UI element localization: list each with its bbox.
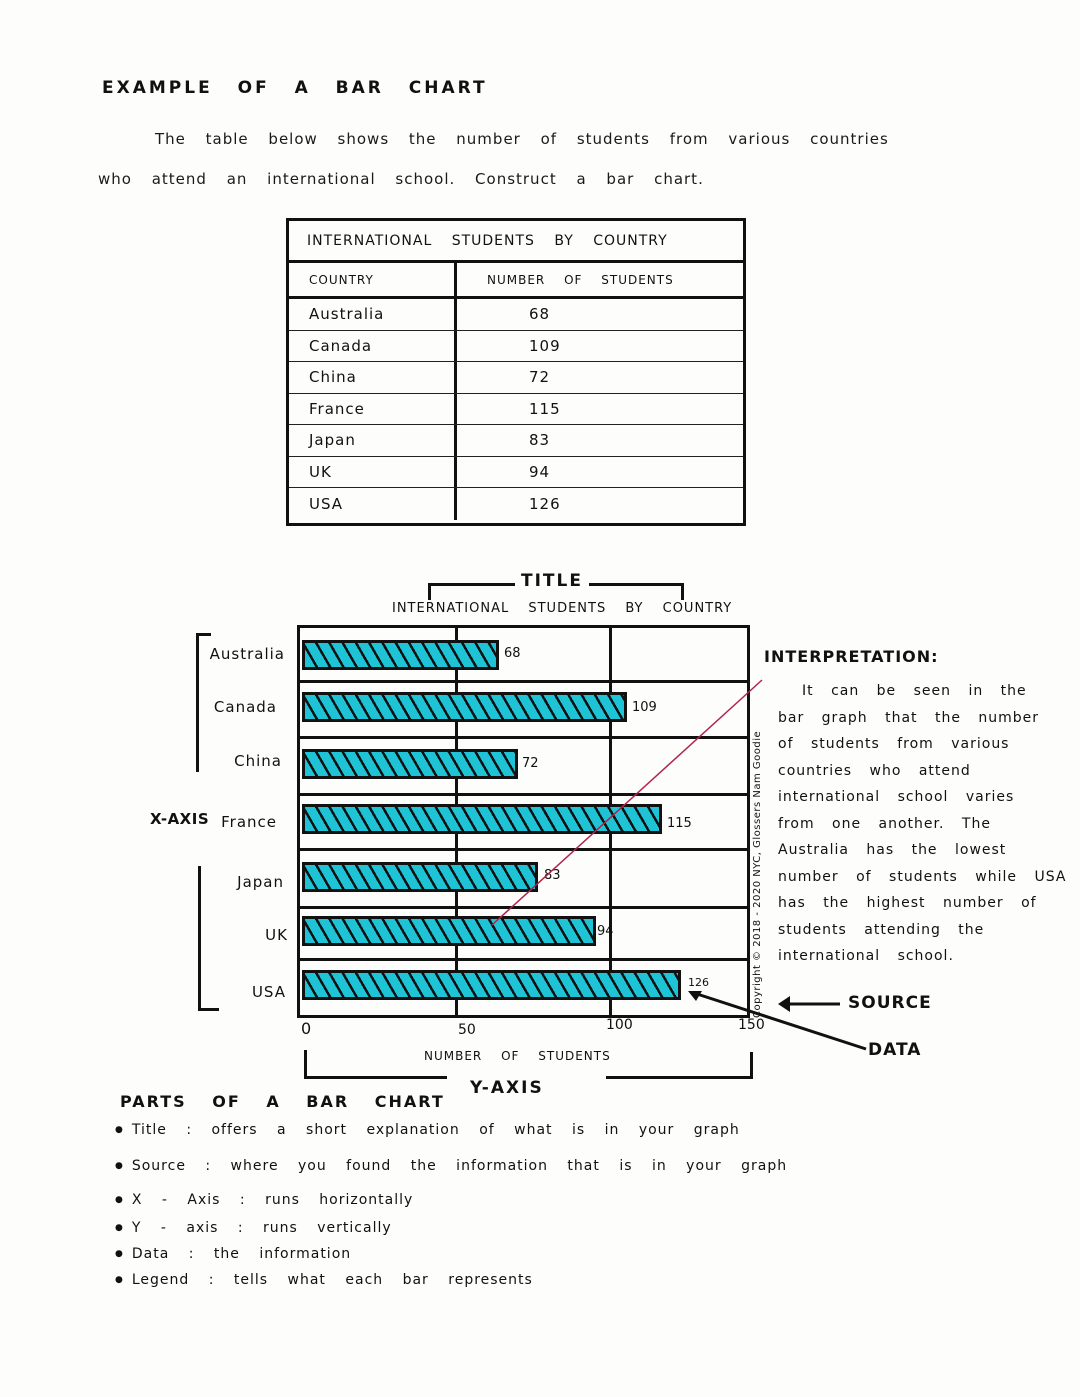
- data-label: 68: [504, 646, 521, 661]
- category-label: China: [234, 752, 282, 770]
- cell-country: USA: [289, 488, 457, 520]
- cell-country: China: [289, 362, 457, 393]
- bar-usa: [302, 970, 681, 1000]
- title-marker: TITLE: [515, 571, 589, 591]
- list-item: ● Data : the information: [115, 1246, 787, 1262]
- x-axis-title: NUMBER OF STUDENTS: [424, 1049, 611, 1063]
- category-label: Australia: [209, 645, 285, 663]
- x-axis-bracket-bottom: [198, 866, 219, 1011]
- page-heading: EXAMPLE OF A BAR CHART: [102, 78, 488, 98]
- list-item: ● Source : where you found the information that is in your graph: [115, 1158, 787, 1174]
- table-title: INTERNATIONAL STUDENTS BY COUNTRY: [289, 221, 743, 263]
- cell-country: Australia: [289, 299, 457, 330]
- category-label: UK: [265, 926, 288, 944]
- y-axis-bracket-left: [304, 1050, 447, 1079]
- tick-label: 50: [458, 1022, 476, 1038]
- header-country: COUNTRY: [289, 263, 457, 296]
- category-label: France: [221, 813, 277, 831]
- y-axis-marker: Y-AXIS: [470, 1078, 544, 1098]
- table-row: [289, 488, 743, 520]
- cell-students: 83: [529, 431, 551, 450]
- list-item: ● Title : offers a short explanation of what is in your graph: [115, 1122, 787, 1138]
- data-label: 83: [544, 868, 561, 883]
- cell-country: UK: [289, 457, 457, 488]
- cell-students: 94: [529, 462, 551, 481]
- intro-line-1: The table below shows the number of students from various countries: [155, 130, 889, 148]
- source-marker: SOURCE: [848, 993, 932, 1013]
- parts-list: [115, 1122, 787, 1298]
- table-row: [289, 394, 743, 426]
- copyright-source: Copyright © 2018 - 2020 NYC, Glossers Nam Goodie: [752, 730, 763, 1018]
- cell-students: 68: [529, 305, 551, 324]
- cell-country: Japan: [289, 425, 457, 456]
- source-arrow-icon: [776, 994, 842, 1014]
- data-label: 94: [597, 924, 614, 939]
- category-label: Canada: [213, 698, 277, 716]
- tick-label: 0: [301, 1019, 312, 1038]
- interpretation-heading: INTERPRETATION:: [764, 647, 939, 666]
- cell-students: 115: [529, 399, 561, 418]
- cell-students: 126: [529, 494, 561, 513]
- data-label: 109: [632, 700, 657, 715]
- header-students: NUMBER OF STUDENTS: [487, 272, 674, 287]
- chart-title: INTERNATIONAL STUDENTS BY COUNTRY: [392, 601, 733, 616]
- table-row: [289, 331, 743, 363]
- data-label: 126: [688, 976, 709, 989]
- category-label: USA: [251, 983, 286, 1001]
- table-row: [289, 425, 743, 457]
- interpretation-text: It can be seen in the bar graph that the number of students from various countries who attend international school varies from one another. The Australia has the lowest number of students while USA has the highest number of students attending the international school.: [778, 683, 1067, 964]
- y-axis-bracket-right: [606, 1052, 753, 1079]
- bar-australia: [302, 640, 499, 670]
- cell-country: France: [289, 394, 457, 425]
- cell-country: Canada: [289, 331, 457, 362]
- parts-heading: PARTS OF A BAR CHART: [120, 1092, 445, 1111]
- intro-line-2: who attend an international school. Construct a bar chart.: [98, 170, 704, 188]
- data-label: 72: [522, 756, 539, 771]
- x-axis-marker: X-AXIS: [150, 810, 210, 828]
- cell-students: 72: [529, 368, 551, 387]
- data-label: 115: [667, 816, 692, 831]
- x-axis-bracket-top: [196, 633, 211, 772]
- bar-china: [302, 749, 518, 779]
- data-marker: DATA: [868, 1040, 922, 1060]
- table-row: [289, 457, 743, 489]
- table-header-row: [289, 263, 743, 299]
- category-label: Japan: [237, 873, 284, 891]
- tick-label: 150: [738, 1017, 765, 1033]
- table-row: [289, 299, 743, 331]
- students-table: [286, 218, 746, 526]
- tick-label: 100: [606, 1017, 633, 1033]
- list-item: ● Legend : tells what each bar represents: [115, 1272, 787, 1288]
- list-item: ● Y - axis : runs vertically: [115, 1220, 787, 1236]
- table-row: [289, 362, 743, 394]
- cell-students: 109: [529, 336, 561, 355]
- list-item: ● X - Axis : runs horizontally: [115, 1192, 787, 1208]
- source-pointer-line: [490, 660, 770, 930]
